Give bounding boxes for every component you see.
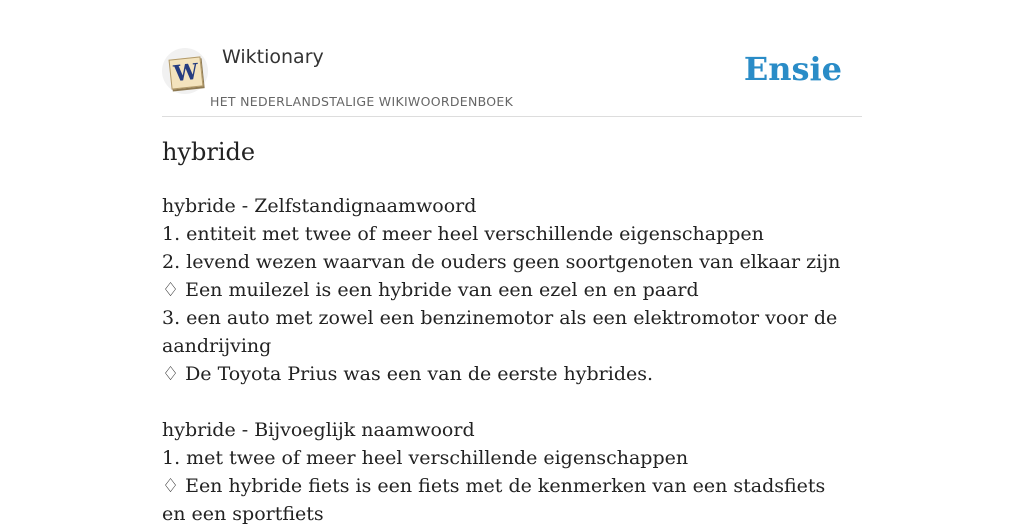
definition-line: 1. entiteit met twee of meer heel verschillende eigenschappen (162, 223, 764, 245)
definition-line: 1. met twee of meer heel verschillende eigenschappen (162, 447, 689, 469)
definition-line: 2. levend wezen waarvan de ouders geen soortgenoten van elkaar zijn (162, 251, 841, 273)
site-name-link[interactable]: Wiktionary (222, 46, 324, 68)
logo-tile (169, 56, 204, 89)
example-line: ♢ Een hybride fiets is een fiets met de kenmerken van een stadsfiets en een sportfiets (162, 475, 826, 525)
example-line: ♢ De Toyota Prius was een van de eerste hybrides. (162, 363, 654, 385)
entry-heading: hybride - Zelfstandignaamwoord (162, 195, 477, 217)
page-title: hybride (162, 138, 256, 166)
site-header (162, 44, 862, 117)
definition-content (162, 192, 852, 528)
site-tagline: HET NEDERLANDSTALIGE WIKIWOORDENBOEK (210, 94, 514, 109)
logo-letter: W (172, 58, 200, 88)
wiktionary-logo-icon[interactable] (162, 48, 208, 94)
definition-line: 3. een auto met zowel een benzinemotor als een elektromotor voor de aandrijving (162, 307, 838, 357)
entry-spacer (162, 388, 852, 416)
ensie-brand-logo[interactable]: Ensie (743, 50, 842, 88)
example-line: ♢ Een muilezel is een hybride van een ezel en en paard (162, 279, 699, 301)
entry-heading: hybride - Bijvoeglijk naamwoord (162, 419, 475, 441)
